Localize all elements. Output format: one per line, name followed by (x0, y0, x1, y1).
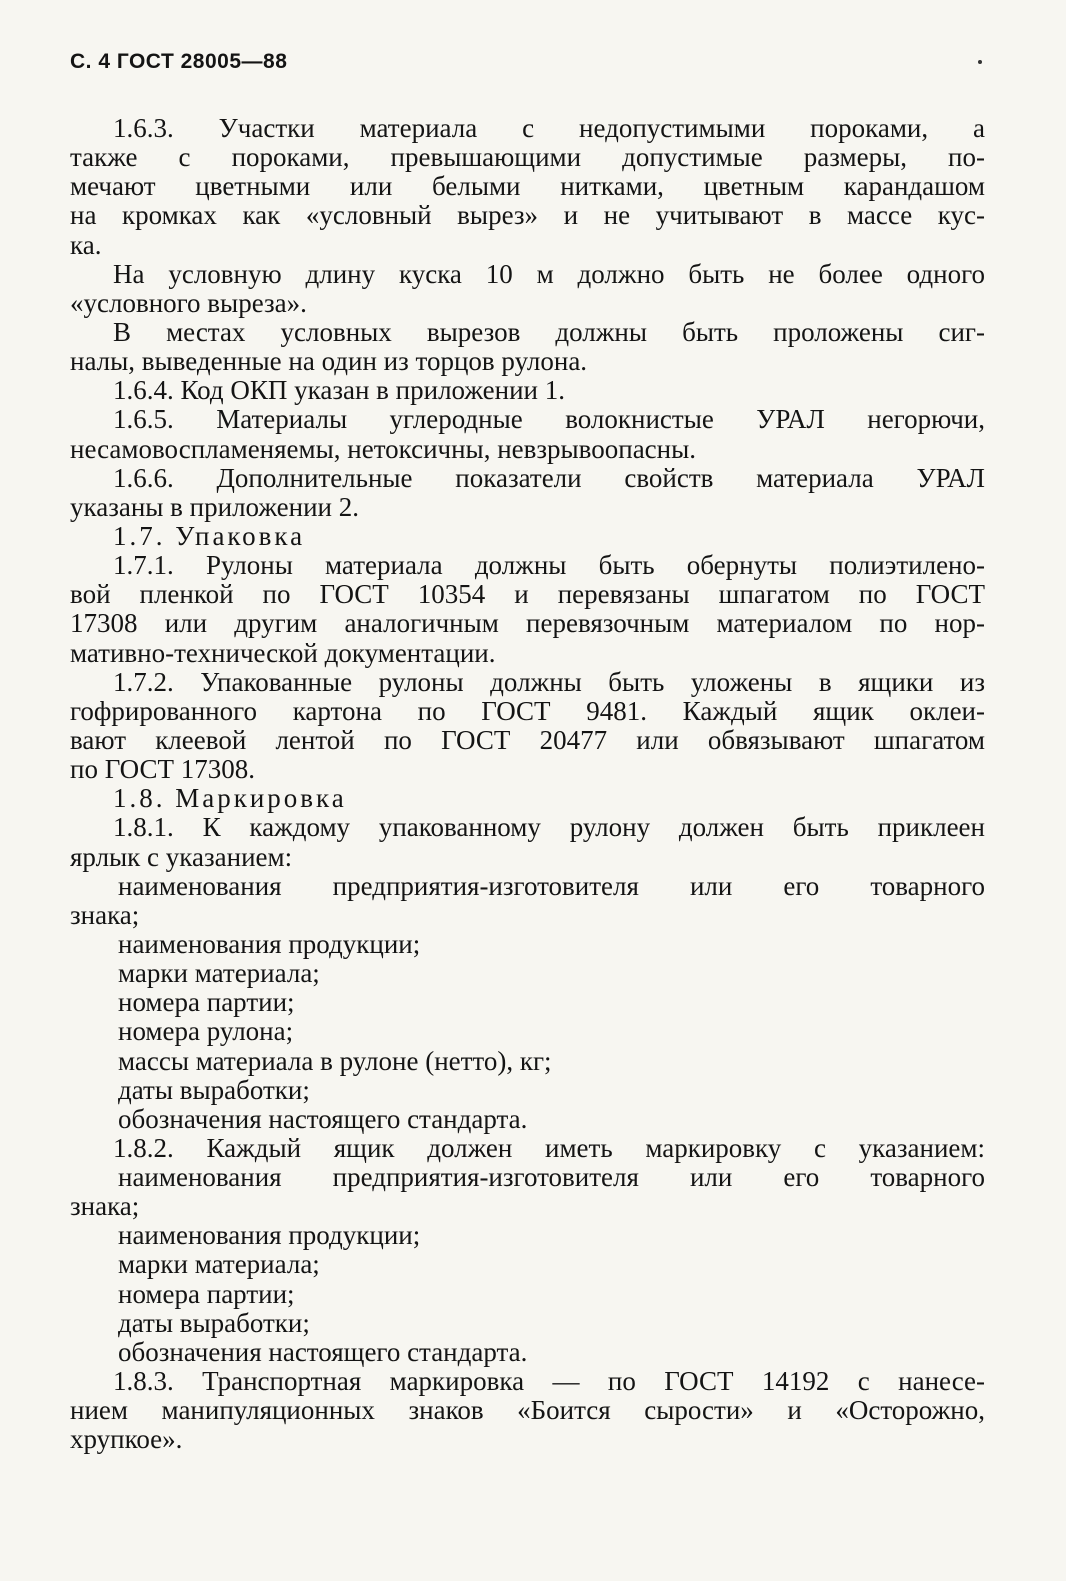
list-item: даты выработки; (118, 1307, 310, 1338)
text-line: 1.6.4. Код ОКП указан в приложении 1. (113, 375, 565, 406)
text-line: 1.8.1. К каждому упакованному рулону должен быть приклеен (113, 812, 985, 843)
text-line: 1.7.1. Рулоны материала должны быть обернуты полиэтилено- (113, 550, 985, 581)
text-line: ка. (70, 229, 102, 260)
text-line: 1.8.2. Каждый ящик должен иметь маркировку с указанием: (113, 1132, 985, 1163)
list-item: обозначения настоящего стандарта. (118, 1103, 528, 1134)
text-line: гофрированного картона по ГОСТ 9481. Каждый ящик оклеи- (70, 695, 985, 726)
text-line: несамовоспламеняемы, нетоксичны, невзрывоопасны. (70, 433, 696, 464)
list-item: наименования продукции; (118, 928, 421, 959)
list-item: массы материала в рулоне (нетто), кг; (118, 1045, 552, 1076)
text-line: на кромках как «условный вырез» и не учитывают в массе кус- (70, 200, 985, 231)
text-line: 1.6.6. Дополнительные показатели свойств материала УРАЛ (113, 462, 985, 493)
text-line: по ГОСТ 17308. (70, 754, 255, 785)
text-line: хрупкое». (70, 1424, 183, 1455)
list-item: знака; (70, 1191, 140, 1222)
text-line: ярлык с указанием: (70, 841, 293, 872)
text-line: вают клеевой лентой по ГОСТ 20477 или обвязывают шпагатом (70, 724, 985, 755)
section-heading: 1.8. Маркировка (113, 783, 347, 814)
text-line: На условную длину куска 10 м должно быть не более одного (113, 258, 985, 289)
text-line: «условного выреза». (70, 287, 307, 318)
text-line: мечают цветными или белыми нитками, цветным карандашом (70, 171, 985, 202)
list-item: обозначения настоящего стандарта. (118, 1336, 528, 1367)
list-item: наименования предприятия-изготовителя или его товарного (118, 870, 985, 901)
text-line: указаны в приложении 2. (70, 491, 360, 522)
list-item: марки материала; (118, 1249, 320, 1280)
list-item: наименования предприятия-изготовителя или его товарного (118, 1162, 985, 1193)
text-line: В местах условных вырезов должны быть проложены сиг- (113, 316, 985, 347)
page-header: С. 4 ГОСТ 28005—88 (70, 50, 288, 73)
text-line: 1.6.5. Материалы углеродные волокнистые УРАЛ негорючи, (113, 404, 985, 435)
list-item: знака; (70, 899, 140, 930)
text-line: 1.6.3. Участки материала с недопустимыми пороками, а (113, 113, 985, 143)
text-line: налы, выведенные на один из торцов рулона. (70, 346, 588, 377)
text-line: 1.7.2. Упакованные рулоны должны быть уложены в ящики из (113, 666, 985, 697)
list-item: номера партии; (118, 1278, 295, 1309)
text-line: мативно-технической документации. (70, 637, 496, 668)
text-line: также с пороками, превышающими допустимые размеры, по- (70, 142, 985, 173)
list-item: марки материала; (118, 958, 320, 989)
list-item: номера рулона; (118, 1016, 294, 1047)
document-body (70, 114, 985, 1454)
text-line: вой пленкой по ГОСТ 10354 и перевязаны шпагатом по ГОСТ (70, 579, 985, 610)
list-item: наименования продукции; (118, 1220, 421, 1251)
text-line: нием манипуляционных знаков «Боится сырости» и «Осторожно, (70, 1395, 985, 1426)
text-line: 1.8.3. Транспортная маркировка — по ГОСТ 14192 с нанесе- (113, 1366, 985, 1397)
list-item: даты выработки; (118, 1074, 310, 1105)
section-heading: 1.7. Упаковка (113, 520, 306, 551)
scan-speck (978, 60, 982, 64)
text-line: 17308 или другим аналогичным перевязочным материалом по нор- (70, 608, 985, 639)
list-item: номера партии; (118, 987, 295, 1018)
